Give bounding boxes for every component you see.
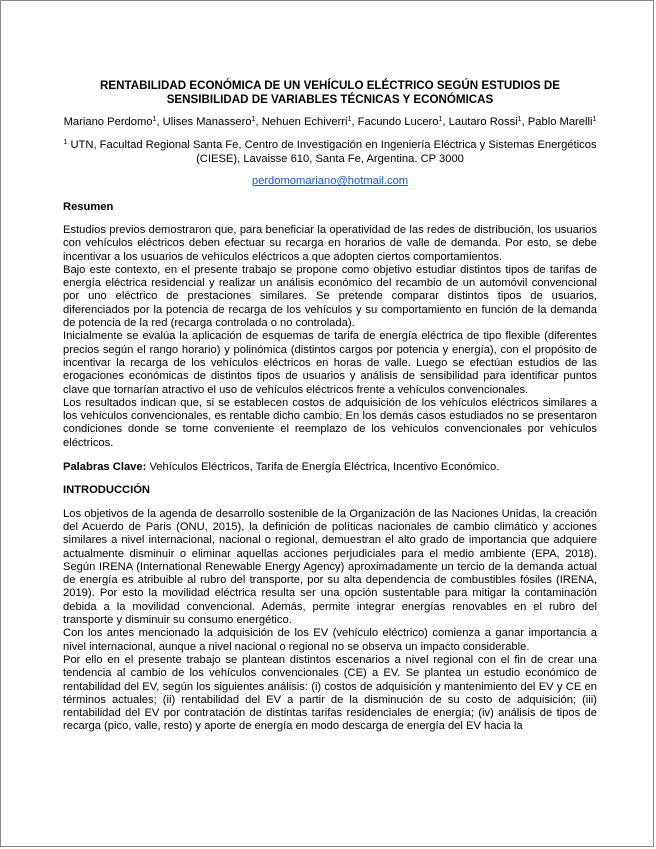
paper-title <box>63 79 597 107</box>
intro-paragraph: Con los antes mencionado la adquisición de los EV (vehículo eléctrico) comienza a ganar importancia a nivel internacional, aunque a nivel nacional o regional no se observa un impacto considerable. <box>63 627 597 653</box>
title-line-2: SENSIBILIDAD DE VARIABLES TÉCNICAS Y ECONÓMICAS <box>166 93 494 106</box>
contact-email <box>63 175 597 188</box>
keywords-text: Vehículos Eléctricos, Tarifa de Energía Eléctrica, Incentivo Económico. <box>146 461 500 474</box>
author: Mariano Perdomo$^1$, <box>63 116 163 128</box>
intro-paragraph: Los objetivos de la agenda de desarrollo sostenible de la Organización de las Naciones Unidas, la creación del Acuerdo de Paris (ONU, 2015), la definición de políticas nacionales de cambio climático y acciones similares a nivel internacional, nacional o regional, demuestran el alto grado de importancia que adquiere actualmente disminuir o eliminar aquellas acciones perjudiciales para el medio ambiente (EPA, 2018). Según IRENA (International Renewable Energy Agency) aproximadamente un tercio de la demanda actual de energía es atribuible al rubro del transporte, por su alta dependencia de combustibles fósiles (IRENA, 2019). Por esto la movilidad eléctrica resulta ser una opción sustentable para mitigar la contaminación debida a la movilidad convencional. Además, permite integrar energías renovables en el rubro del transporte y disminuir su consumo energético. <box>63 507 597 627</box>
affiliation <box>63 138 597 166</box>
author-list <box>63 116 597 129</box>
abstract-paragraph: Estudios previos demostraron que, para beneficiar la operatividad de las redes de distribución, los usuarios con vehículos eléctricos deben efectuar su recarga en horarios de valle de demanda. Por esto, se debe incentivar a los usuarios de vehículos eléctricos a que adopten ciertos comportamientos. <box>63 224 597 263</box>
author: Lautaro Rossi$^1$, <box>448 116 528 128</box>
affiliation-marker: 1 <box>63 139 68 147</box>
email-link[interactable]: perdomomariano@hotmail.com <box>251 175 409 188</box>
paper-body <box>63 79 597 734</box>
keywords <box>63 461 597 474</box>
author: Pablo Marelli$^1$ <box>527 116 597 128</box>
abstract-heading: Resumen <box>63 200 114 213</box>
keywords-label: Palabras Clave: <box>63 461 147 474</box>
intro-heading: INTRODUCCIÓN <box>63 484 151 497</box>
abstract-paragraph: Bajo este contexto, en el presente trabajo se propone como objetivo estudiar distintos tipos de tarifas de energía eléctrica residencial y realizar un análisis económico del recambio de un automóvil convencional por uno eléctrico de prestaciones similares. Se pretende comparar distintos tipos de usuarios, diferenciados por la potencia de recarga de los vehículos y su comportamiento en función de la demanda de potencia de la red (recarga controlada o no controlada). <box>63 263 597 330</box>
author: Nehuen Echiverri$^1$, <box>261 116 358 128</box>
title-line-1: RENTABILIDAD ECONÓMICA DE UN VEHÍCULO ELÉCTRICO SEGÚN ESTUDIOS DE <box>100 79 560 92</box>
intro-paragraph: Por ello en el presente trabajo se plantean distintos escenarios a nivel regional con el fin de crear una tendencia al cambio de los vehículos convencionales (CE) a EV. Se plantea un estudio económico de rentabilidad del EV, según los siguientes análisis: (i) costos de adquisición y mantenimiento del EV y CE en términos actuales; (ii) rentabilidad del EV a partir de la disminución de su costo de adquisición; (iii) rentabilidad del EV por contratación de distintas tarifas residenciales de energía; (iv) análisis de tipos de recarga (pico, valle, resto) y aporte de energía en modo descarga de energía del EV hacia la <box>63 653 597 733</box>
abstract-paragraph: Inicialmente se evalúa la aplicación de esquemas de tarifa de energía eléctrica de tipo flexible (diferentes precios según el rango horario) y polinómica (distintos cargos por potencia y energía), con el propósito de incentivar la recarga de los vehículos eléctricos en horas de valle. Luego se efectúan estudios de las erogaciones económicas de distintos tipos de usuarios y análisis de sensibilidad para identificar puntos clave que tornarían atractivo el uso de vehículos eléctricos frente a vehículos convencionales. <box>63 330 597 396</box>
author: Ulises Manassero$^1$, <box>162 116 262 128</box>
author: Facundo Lucero$^1$, <box>357 116 449 128</box>
abstract-paragraph: Los resultados indican que, si se establecen costos de adquisición de los vehículos eléctricos similares a los vehículos convencionales, es rentable dicho cambio. En los demás casos estudiados no se presentaron condiciones donde se torne conveniente el reemplazo de los vehículos convencionales por vehículos eléctricos. <box>63 396 597 449</box>
affiliation-text: UTN, Facultad Regional Santa Fe, Centro de Investigación en Ingeniería Eléctrica y Sistemas Energéticos (CIESE), Lavaisse 610, Santa Fe, Argentina. CP 3000 <box>67 139 597 166</box>
